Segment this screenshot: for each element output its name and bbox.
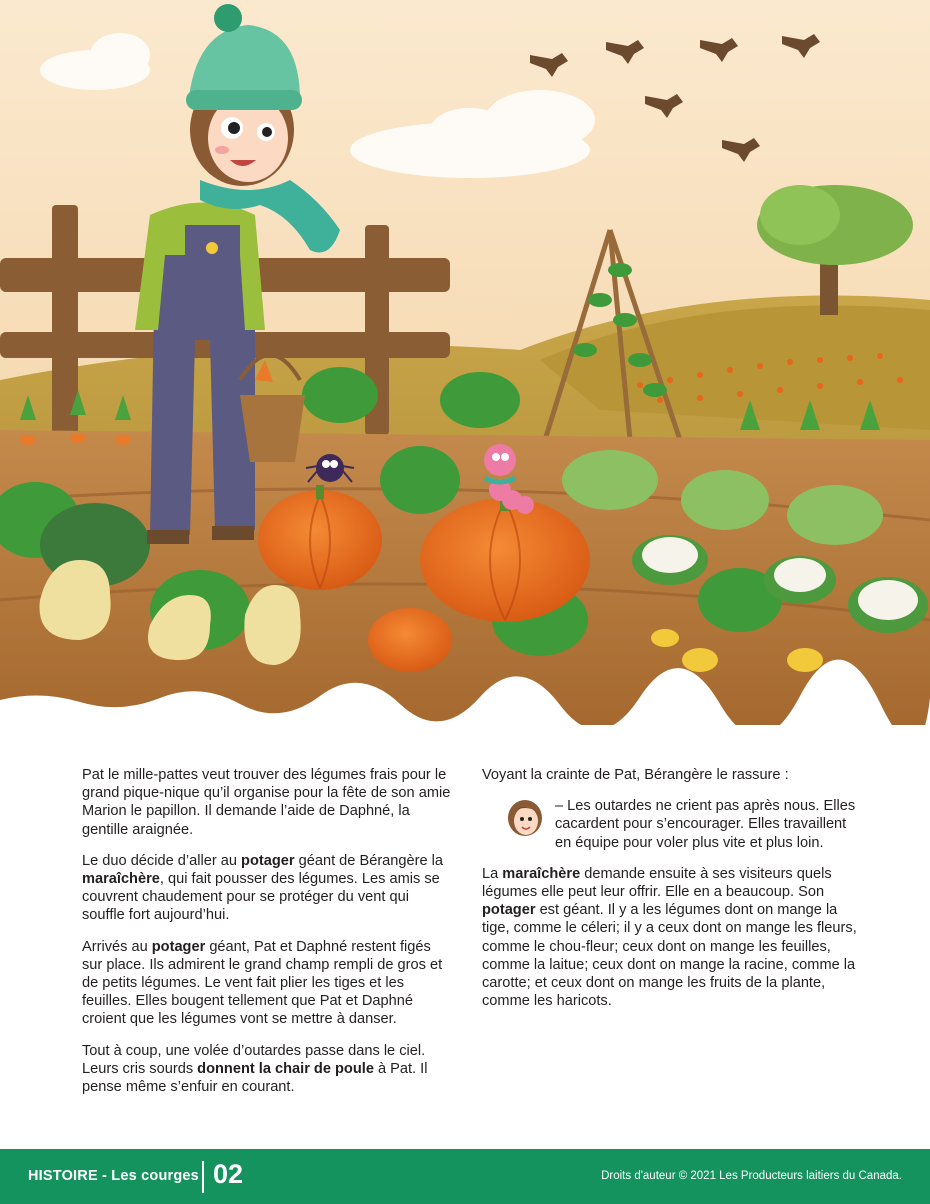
berangere-avatar-icon: [506, 799, 544, 839]
footer-section-title: HISTOIRE - Les courges: [28, 1168, 199, 1184]
text-run: , qui fait pousser des légumes. Les amis se couvrent chaudement pour se protéger du vent qui souffle fort aujourd’hui.: [82, 871, 440, 924]
text-run: à Pat. Il pense même s’enfuir en courant.: [82, 1060, 428, 1096]
page-number: 02: [213, 1159, 244, 1189]
bold-keyword: potager: [151, 938, 206, 955]
bold-keyword: potager: [241, 852, 295, 869]
story-paragraph: [82, 938, 454, 1029]
text-run: géant de Bérangère la: [294, 852, 444, 869]
copyright-notice: Droits d'auteur © 2021 Les Producteurs laitiers du Canada.: [601, 1170, 902, 1182]
story-paragraph: Voyant la crainte de Pat, Bérangère le rassure :: [482, 767, 789, 783]
bold-keyword: donnent la chair de poule: [197, 1060, 374, 1077]
text-run: Arrivés au: [82, 938, 152, 955]
bold-keyword: maraîchère: [82, 871, 160, 888]
bold-keyword: potager: [482, 902, 536, 919]
text-run: Tout à coup, une volée d’outardes passe dans le ciel. Leurs cris sourds: [82, 1042, 426, 1077]
text-run: est géant. Il y a les légumes dont on mange la tige, comme le céleri; il y a ceux dont on mange les fleurs, comme le chou-fleur; ceux dont on mange les feuilles, comme la laitue; ceux dont on mange la racine, comme la carotte; et ceux dont on mange les fruits de la plante, comme les haricots.: [482, 902, 857, 1010]
bold-keyword: maraîchère: [502, 865, 581, 882]
dialogue-text: – Les outardes ne crient pas après nous. Elles cacardent pour s’encourager. Elles travaillent en équipe pour voler plus vite et plus loin.: [555, 798, 856, 851]
text-run: géant, Pat et Daphné restent figés sur place. Ils admirent le grand champ rempli de gros et de petits légumes. Le vent fait plier les tiges et les feuilles. Elles bougent tellement que Pat et Daphné croient que les légumes vont se mettre à danser.: [82, 938, 443, 1028]
story-paragraph: [82, 852, 454, 925]
story-paragraph: [82, 766, 454, 839]
text-run: Pat le mille-pattes veut trouver des légumes frais pour le grand pique-nique qu’il organise pour la fête de son amie Marion le papillon. Il demande l’aide de Daphné, la gentille araignée.: [82, 767, 451, 838]
story-text: [0, 760, 930, 1140]
story-right-column: [482, 766, 857, 1023]
story-paragraph: [82, 1042, 454, 1097]
text-run: La: [482, 865, 503, 882]
text-run: demande ensuite à ses visiteurs quels légumes elle peut leur offrir. Elle en a beaucoup. Son: [482, 865, 832, 901]
page-footer: [0, 1149, 930, 1204]
story-left-column: [82, 766, 454, 1109]
dialogue-quote: [482, 797, 857, 852]
text-run: Le duo décide d’aller au: [82, 852, 242, 869]
footer-divider: [202, 1161, 204, 1193]
story-paragraph: [482, 865, 857, 1011]
